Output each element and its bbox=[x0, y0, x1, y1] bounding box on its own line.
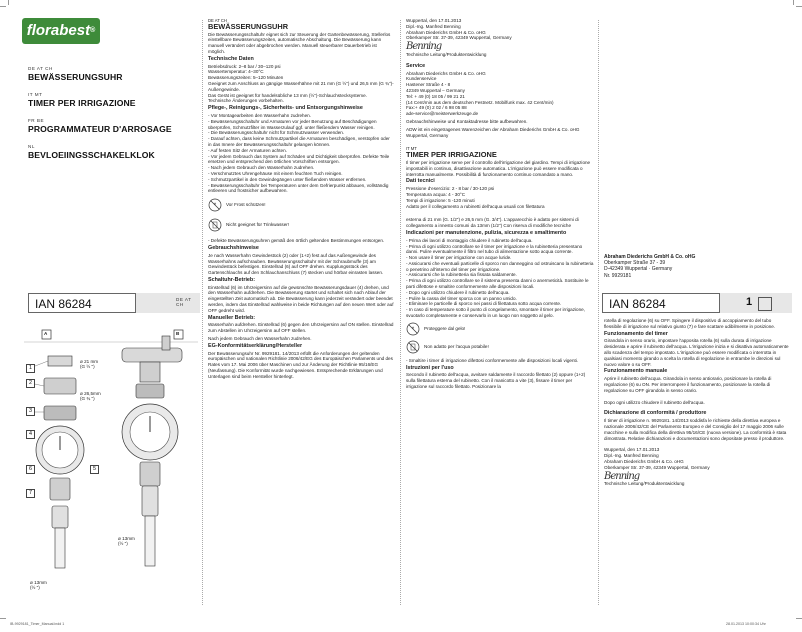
dim-21mm bbox=[80, 359, 98, 370]
care-item-it: - Prima di ogni utilizzo controllare se il sistema presenta danni o anermeticità. Sostituire le parti difettose e smaltire conformemente alle disposizioni locali. bbox=[406, 278, 589, 290]
title-de: BEWÄSSERUNGSUHR bbox=[28, 72, 123, 82]
care-item: - Vor jedem Gebrauch das System auf Schäden und Dichtigkeit überprüfen. Defekte Teile ersetzen und entsprechend den örtlichen Vorschriften entsorgen. bbox=[208, 153, 390, 165]
ian-number: IAN 86284 bbox=[28, 293, 136, 313]
timer-text-it: Girandola in senso orario, impostare l'apposita rotella (6) sulla durata di irrigazione desiderata e aprire il rubinetto dell'acqua. L'irrigazione inizia e si disattiva automaticamente allo scadenza del tempo impostato. L'irrigazione può essere modificata o interrotta in qualsiasi momento girando a scelta la rotella di regolazione in entrambe le direzioni sul nuovo valore o su OFF. bbox=[604, 338, 789, 367]
tech-line-it: Tempi di irrigazione: 5 -120 minuti bbox=[406, 197, 475, 203]
dim-13mm-b-thread: (½ ") bbox=[118, 541, 128, 547]
intro-it: Il timer per irrigazione serve per il controllo dell'irrigazione del giardino. Tempi di irrigazione impostabili in continuo, disattivazione automatica. L'irrigazione può essere modificata o interrotta manualmente. Possibilità di funzionamento continuo comandato a mano. bbox=[406, 159, 591, 177]
part-3-nut bbox=[44, 406, 76, 420]
callout-7: 7 bbox=[26, 489, 35, 498]
service-line: 42349 Wuppertal – Germany bbox=[406, 87, 465, 93]
care-item: - Vor Montagearbeiten den Wasserhahn zudrehen. bbox=[208, 112, 311, 118]
callout-2: 2 bbox=[26, 379, 35, 388]
ian-lang-codes: DE AT CH bbox=[176, 297, 192, 307]
lang-codes-de: DE AT CH bbox=[28, 66, 53, 71]
panel-b-label: B bbox=[176, 331, 180, 336]
assembled-outlet bbox=[140, 462, 160, 486]
address: Oberkamper Str. 37-39, 42349 Wuppertal, Germany bbox=[406, 35, 512, 41]
tap-handle bbox=[162, 336, 170, 350]
lang-codes-it: IT MT bbox=[28, 92, 43, 97]
service-line: Kundenservice bbox=[406, 76, 437, 82]
frost-warning bbox=[208, 198, 394, 212]
service-heading: Service bbox=[406, 62, 426, 69]
manual-text-de: Wasserhahn aufdrehen. Einstellrad (6) gegen den Uhrzeigersinn auf ON stellen. Einstellrad zum Abstellen im Uhrzeigersinn auf OFF stellen. bbox=[208, 322, 394, 334]
place-date-col4: Wuppertal, den 17.01.2013 bbox=[604, 447, 660, 453]
footer-right: 28.01.2013 10:00:34 Uhr bbox=[726, 622, 766, 626]
assembled-hose bbox=[145, 516, 155, 566]
care-item-it: - Assicurarsi che eventuali particelle di sporco non danneggino od ostruiscano la rubinetteria o penetrino all'interno del timer per irrigazione. bbox=[406, 260, 594, 272]
frost-warning-it bbox=[406, 322, 594, 336]
nodrink-text: Nicht geeignet für Trinkwasser! bbox=[226, 222, 290, 228]
signature: Benning bbox=[406, 41, 442, 53]
conf-heading-it: Dichiarazione di conformità / produttore bbox=[604, 410, 707, 417]
part-7-outlet bbox=[50, 478, 70, 500]
heading-de: BEWÄSSERUNGSUHR bbox=[208, 21, 289, 31]
care-item-it: - In caso di temperature sotto il punto di congelamento, smontare il timer per irrigazione, svuotarlo completamente e conservarlo in un luogo non soggetto al gelo. bbox=[406, 307, 585, 319]
product-figure bbox=[22, 328, 200, 590]
role-col4: Technische Leitung/Produktentwicklung bbox=[604, 481, 685, 487]
page-box bbox=[758, 297, 772, 311]
logo-mark: ® bbox=[90, 27, 96, 34]
dim-26mm-value: ø 26,5mm bbox=[80, 391, 101, 396]
frost-text-it: Proteggere dal gelo! bbox=[424, 325, 466, 331]
crop-mark bbox=[793, 0, 794, 5]
part-2-adapter bbox=[44, 378, 76, 394]
intro-de: Die Bewässerungsschaltuhr eignet sich zur Steuerung der Gartenbewässerung, Stellerlos einstellbare Bewässerungszeiten, automatische Abschaltung. Die Bewässerung kann manuell verändert oder abgebrochen werden. Manuell steuerbarer Dauerbetrieb ist möglich. bbox=[208, 31, 391, 54]
dim-13mm-a-value: ø 13mm bbox=[30, 580, 47, 585]
assembled-nut bbox=[136, 384, 164, 398]
svg-text:*: * bbox=[411, 326, 415, 333]
role: Technische Leitung/Produktentwicklung bbox=[406, 51, 487, 57]
lang-codes-it-col3: IT MT bbox=[406, 146, 417, 152]
signer-col4: Dipl.-Ing. Manfred Benning bbox=[604, 453, 659, 459]
column-2-text bbox=[208, 18, 394, 382]
crop-mark bbox=[0, 6, 6, 7]
dispose-de: - Defekte Bewässerungsuhren gemäß den örtlich geltenden Bestimmungen entsorgen. bbox=[208, 238, 385, 244]
dim-21mm-thread: (G ½ ") bbox=[80, 364, 95, 370]
care-item: - Bewässerungsschaltuhr und Armaturen vor jeder Benutzung auf Beschädigungen überprüfen, Schmutzfilter im Wasserzulauf ggf. unter fließendem Wasser reinigen. bbox=[208, 118, 377, 130]
crop-mark bbox=[0, 618, 6, 619]
lang-codes-col2: DE AT CH bbox=[208, 18, 227, 23]
care-item: - Darauf achten, dass keine Schmutzpartikel die Armaturen beschädigen, verstopfen oder in das Innere der Bewässerungsschaltuhr gelangen können. bbox=[208, 136, 390, 147]
service-line: Hastener Straße 4 - 8 bbox=[406, 82, 451, 88]
frost-text: Vor Frost schützen! bbox=[226, 202, 266, 208]
tech-line-it: Temperatura acqua: 4 - 30°C bbox=[406, 191, 466, 197]
city-col4: D-42349 Wuppertal · Germany bbox=[604, 266, 673, 273]
signer: Dipl.-Ing. Manfred Benning bbox=[406, 23, 461, 29]
manual-after-it: Dopo ogni utilizzo chiudere il rubinetto dell'acqua. bbox=[604, 399, 705, 405]
service-line: Fax:+ 49 (0) 2 02 / 6 98 05 88 bbox=[406, 105, 467, 111]
conf-text-it: Il timer di irrigazione n. 9929181. 14/2013 soddisfa le richieste della direttiva europea e nazionale 2006/42/CE del Parlamento Europeo e del Consiglio del 17 maggio 2006 sulle macchine e sulla modifica della direttiva 95/16/CE (nuova versione). La conformità è stata dimostrata. Relative dichiarazioni e documentazioni sono depositate presso il produttore. bbox=[604, 418, 787, 441]
tech-line-it: Pressione d'esercizio: 2 - 8 bar / 30-120 psi bbox=[406, 186, 495, 192]
fold-line bbox=[202, 20, 203, 605]
keep-note: Gebrauchshinweise und Kontaktadresse bitte aufbewahren. bbox=[406, 118, 528, 124]
p1-it: rotella di regolazione (6) su OFF. Spingere il dispositivo di accoppiamento del tubo flessibile di irrigazione sul relativo giunto (7) e fare scattare udibilmente in posizione. bbox=[604, 318, 776, 329]
nodrink-text-it: Non adatto per l'acqua potabile! bbox=[424, 343, 489, 349]
hose-connector bbox=[52, 506, 68, 528]
service-line: Tel: + 49 (0) 18 05 / 99 21 21 bbox=[406, 93, 465, 99]
tap-spout bbox=[122, 348, 182, 362]
no-drinking-water-icon bbox=[406, 340, 420, 354]
manual-heading-de: Manueller Betrieb: bbox=[208, 314, 256, 321]
use-text-it: Secondo il rubinetto dell'acqua, avvitare saldamente il raccordo filettato (2) oppure (1+2) sulla filettatura esterna del rubinetto. Con il manicotto a vite (3), fissare il timer per irrigazione sul raccordo filettato. Posizionare la bbox=[406, 372, 586, 390]
company2-col4: Abraham Diederichs GmbH & Co. oHG bbox=[604, 458, 684, 464]
dim-13mm-a bbox=[30, 580, 47, 591]
trademark-note: ADW ist ein eingetragenes Warenzeichen der Abraham Diederichs GmbH & Co. oHG Wuppertal, Germany bbox=[406, 126, 580, 138]
crop-mark bbox=[796, 618, 802, 619]
column-3-text bbox=[406, 18, 594, 392]
tech-line: Geeignet zum Anschluss an gängige Wasserhähne mit 21 mm (G ½") und 26,5 mm (G ¾")-Außengewinde. bbox=[208, 80, 394, 92]
title-it: TIMER PER IRRIGAZIONE bbox=[28, 98, 136, 108]
dispose-it: - Smaltire i timer di irrigazione difettosi conformemente alle disposizioni locali vigenti. bbox=[406, 357, 579, 363]
manual-text-it: Aprire il rubinetto dell'acqua. Girandola in senso antiorario, posizionare la rotella di regolazione (6) su ON. Per interrompere il funzionamento, posizionare la rotella di regolazione su OFF girandola in senso orario. bbox=[604, 376, 772, 393]
dim-26mm-thread: (G ¾ ") bbox=[80, 396, 95, 402]
tap-outlet bbox=[140, 362, 160, 382]
florabest-logo bbox=[22, 18, 100, 44]
fold-line bbox=[598, 20, 599, 605]
callout-4: 4 bbox=[26, 430, 35, 439]
callout-1: 1 bbox=[26, 364, 35, 373]
timer-heading-de: Schaltuhr-Betrieb: bbox=[208, 276, 256, 283]
title-nl: BEVLOEIINGSSCHAKELKLOK bbox=[28, 150, 155, 160]
frost-icon bbox=[208, 198, 222, 212]
dim-21mm-value: ø 21 mm bbox=[80, 359, 99, 364]
nodrink-warning bbox=[208, 218, 394, 232]
conf-heading-de: EG-Konformitätserklärung/Hersteller bbox=[208, 342, 303, 349]
tech-heading-it: Dati tecnici bbox=[406, 178, 435, 185]
tech-line: Das Gerät ist geeignet für handelsübliche 13 mm (½")-Schlauchstecksysteme. bbox=[208, 92, 367, 98]
title-fr: PROGRAMMATEUR D'ARROSAGE bbox=[28, 124, 172, 134]
address-col4: Oberkamper Str. 37-39, 42349 Wuppertal, Germany bbox=[604, 464, 710, 470]
tech-it-continued: esterna di 21 mm (G. 1/2") e 26,5 mm (G. 3/4"). L'apparecchio è adatto per sistemi di collegamento a innesto comuni da 13mm (1/2") Con riserva di modifiche tecniche bbox=[406, 217, 579, 229]
lang-codes-nl: NL bbox=[28, 144, 35, 149]
care-item: - Nach jedem Gebrauch den Wasserhahn zudrehen. bbox=[208, 165, 315, 171]
callout-6: 6 bbox=[26, 465, 35, 474]
page-number: 1 bbox=[746, 296, 753, 308]
care-item: - Schmutzpartikel in den Gewindegängen unter fließendem Wasser entfernen. bbox=[208, 176, 367, 182]
use-heading-it: Istruzioni per l'uso bbox=[406, 364, 454, 371]
nodrink-warning-it bbox=[406, 340, 594, 354]
svg-text:*: * bbox=[213, 203, 217, 210]
footer-left: IB-9929181_Timer_Manual.indd 1 bbox=[10, 622, 65, 626]
care-item-it: - Non usare il timer per irrigazione con acque luride. bbox=[406, 255, 512, 261]
timer-text-de: Einstellrad (6) im Uhrzeigersinn auf die gewünschte Bewässerungsdauer (4) drehen, und den Wasserhahn aufdrehen. Die Bewässerung startet und schaltet sich nach Ablauf der eingestellten Zeit automatisch ab. Die Bewässerung kann jederzeit verändert oder beendet werden, indem das Einstellrad wahlweise in beide Richtungen auf den neuen Wert oder auf OFF gedreht wird. bbox=[208, 284, 394, 313]
callout-5: 5 bbox=[90, 465, 99, 474]
crop-mark bbox=[796, 6, 802, 7]
column-4-address bbox=[604, 254, 790, 279]
logo-text: florabest bbox=[26, 22, 91, 39]
use-heading-de: Gebrauchshinweise bbox=[208, 244, 259, 251]
timer-heading-it: Funzionamento del timer bbox=[604, 330, 668, 337]
nr-col4: Nr. 9929181 bbox=[604, 272, 632, 279]
conf-text-de: Der Bewässerungsuhr Nr. 9929181. 14/2013 erfüllt die Anforderungen der geltenden europäischen und nationalen Richtlinie 2006/42/EG des Europäischen Parlaments und des Rates vom 17. Mai 2006 über Maschinen und zur Änderung der Richtlinie 95/16/EG (Neufassung). Die Konformität wurde nachgewiesen. Entsprechende Erklärungen und Unterlagen sind beim Hersteller hinterlegt. bbox=[208, 350, 393, 379]
care-item: - Bewässerungsschaltuhr bei Temperaturen unter dem Gefrierpunkt abbauen, vollständig entleeren und frostsicher aufbewahren. bbox=[208, 182, 389, 194]
tech-line: Bewässerungszeiten: 5–120 Minuten bbox=[208, 75, 284, 81]
dim-13mm-b-value: ø 13mm bbox=[118, 536, 135, 541]
care-item-it: - Prima dei lavori di montaggio chiudere il rubinetto dell'acqua. bbox=[406, 237, 533, 243]
heading-it: TIMER PER IRRIGAZIONE bbox=[406, 150, 497, 160]
tech-heading-de: Technische Daten bbox=[208, 55, 254, 62]
place-date: Wuppertal, den 17.01.2013 bbox=[406, 18, 462, 23]
part-1-thread bbox=[48, 356, 72, 366]
care-item: - Auf festen Sitz der Armaturen achten. bbox=[208, 147, 287, 153]
care-heading-de: Pflege-, Reinigungs-, Sicherheits- und Entsorgungshinweise bbox=[208, 105, 363, 112]
callout-3: 3 bbox=[26, 407, 35, 416]
service-line: (14 Cent/min aus dem deutschen Festnetz. Mobilfunk max. 42 Cent/min) bbox=[406, 99, 554, 105]
care-item-it: - Dopo ogni utilizzo chiudere il rubinetto dell'acqua. bbox=[406, 289, 510, 295]
assembled-connector bbox=[142, 486, 158, 516]
no-drinking-water-icon bbox=[208, 218, 222, 232]
tech-line: Technische Änderungen vorbehalten. bbox=[208, 98, 284, 104]
service-line: ade-service@meisterwerkzeuge.de bbox=[406, 111, 479, 117]
service-line: Abraham Diederichs GmbH & Co. oHG bbox=[406, 70, 486, 76]
tech-line: Betriebsdruck: 2–8 bar / 30–120 psi bbox=[208, 63, 281, 69]
manual-after-de: Nach jedem Gebrauch den Wasserhahn zudrehen. bbox=[208, 336, 312, 342]
tech-line: Wassertemperatur: 4–30°C bbox=[208, 69, 264, 75]
hose bbox=[55, 528, 65, 568]
care-heading-it: Indicazioni per manutenzione, pulizia, sicurezza e smaltimento bbox=[406, 229, 567, 236]
care-item-it: - Pulire la cassa del timer sporca con un panno umido. bbox=[406, 295, 517, 301]
signature-col4: Benning bbox=[604, 470, 640, 482]
ian-number-col4: IAN 86284 bbox=[602, 293, 720, 313]
company: Abraham Diederichs GmbH & Co. oHG bbox=[406, 29, 486, 35]
frost-icon bbox=[406, 322, 420, 336]
care-item: - Verschmutztes Uhrengehäuse mit einem feuchten Tuch reinigen. bbox=[208, 170, 343, 176]
tech-line-it: Adatto per il collegamento a rubinetti dell'acqua usuali con filettatura bbox=[406, 203, 545, 209]
dim-13mm-a-thread: (½ ") bbox=[30, 585, 40, 591]
care-item-it: - Assicurarsi che la rubinetteria sia fissata saldamente. bbox=[406, 272, 517, 278]
crop-mark bbox=[8, 0, 9, 5]
company-col4: Abraham Diederichs GmbH & Co. oHG bbox=[604, 254, 696, 260]
fold-line bbox=[400, 20, 401, 605]
manual-heading-it: Funzionamento manuale bbox=[604, 368, 668, 375]
lang-codes-fr: FR BE bbox=[28, 118, 45, 123]
care-item: - Die Bewässerungsschaltuhr nicht für Schmutzwasser verwenden. bbox=[208, 130, 345, 136]
use-text-de: Je nach Wasserhahn Gewindestück (2) oder (1+2) fest auf das Außengewinde des Wasserhahns aufschrauben. Bewässerungsschaltuhr mit der Schraubmuffe (3) am Gewindestück befestigen. Einstellrad (6) auf OFF drehen. Kupplungsstück des Gartenschlauchs auf den Schlauchanschluss (7) stecken und hörbar einrasten lassen. bbox=[208, 252, 384, 276]
care-item-it: - Prima di ogni utilizzo controllare se il timer per irrigazione e la rubinetteria presentano danni. Pulire eventualmente il filtro nel tubo di alimentazione sotto acqua corrente. bbox=[406, 243, 583, 255]
dim-13mm-b bbox=[118, 536, 135, 547]
street-col4: Oberkamper Straße 37 - 39 bbox=[604, 260, 666, 267]
column-4-text bbox=[604, 318, 790, 487]
panel-a-label: A bbox=[44, 331, 48, 336]
dim-26mm bbox=[80, 391, 101, 402]
care-item-it: - Eliminare le particelle di sporco nei passi di filettatura sotto acqua corrente. bbox=[406, 301, 562, 307]
